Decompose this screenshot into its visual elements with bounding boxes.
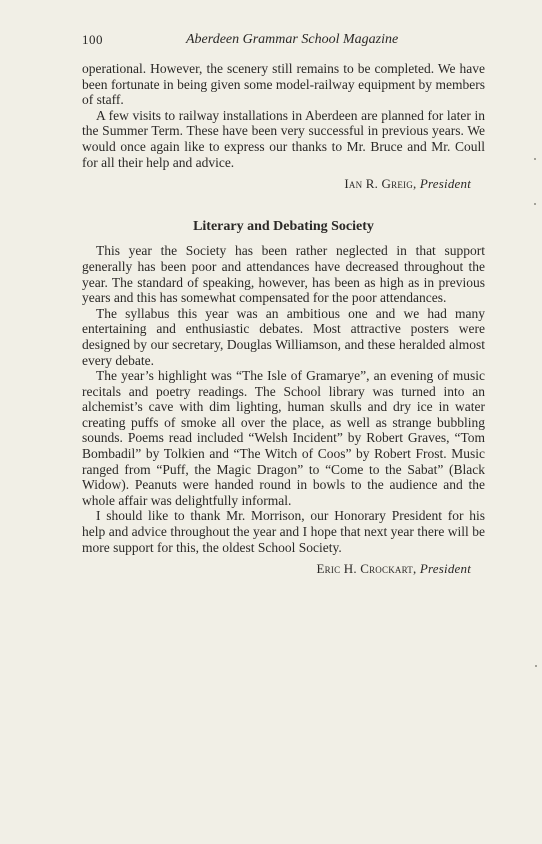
- paper-speck: [535, 665, 537, 667]
- literary-paragraph-1: This year the Society has been rather neglected in that support generally has been poor and attendances have decreased throughout the year. The standard of speaking, however, has been as high as in previous years and this has somewhat compensated for the poor attendances.: [82, 243, 485, 306]
- section-heading: Literary and Debating Society: [193, 218, 374, 234]
- literary-debating-report: [82, 219, 485, 577]
- page-header: [82, 32, 485, 52]
- literary-signature-title: President: [419, 561, 471, 577]
- literary-signature-name: Eric H. Crockart: [316, 561, 413, 577]
- body-text: [82, 61, 485, 577]
- railway-paragraph-2: A few visits to railway installations in Aberdeen are planned for later in the Summer Term. These have been very successful in previous years. We would once again like to express our thanks to Mr. Bruce and Mr. Coull for all their help and advice.: [82, 107, 485, 170]
- railway-signature-name: Ian R. Greig: [344, 176, 413, 192]
- literary-paragraph-2: The syllabus this year was an ambitious one and we had many entertaining and enthusiastic debates. Most attractive posters were designed by our secretary, Douglas Williamson, and these heralded almost every debate.: [82, 305, 485, 368]
- railway-paragraph-1: operational. However, the scenery still remains to be completed. We have been fortunate in being given some model-railway equipment by members of staff.: [82, 61, 485, 108]
- railway-club-report: [82, 61, 485, 192]
- literary-paragraph-4: I should like to thank Mr. Morrison, our Honorary President for his help and advice throughout the year and I hope that next year there will be more support for this, the oldest School Society.: [82, 508, 485, 555]
- literary-paragraph-3: The year’s highlight was “The Isle of Gramarye”, an evening of music recitals and poetry readings. The School library was turned into an alchemist’s cave with dim lighting, human skulls and dry ice in water creating puffs of smoke all over the place, as well as strange bubbling sounds. Poems read included “Welsh Incident” by Robert Graves, “Tom Bombadil” by Tolkien and “The Witch of Coos” by Robert Frost. Music ranged from “Puff, the Magic Dragon” to “Come to the Sabat” (Black Widow). Peanuts were handed round in bowls to the audience and the whole affair was delightfully informal.: [82, 368, 485, 508]
- paper-speck: [534, 158, 536, 160]
- paper-speck: [534, 203, 536, 205]
- running-title: Aberdeen Grammar School Magazine: [186, 32, 399, 47]
- railway-signature-title: President: [419, 176, 471, 192]
- page-number: 100: [82, 32, 103, 47]
- railway-signature: Ian R. Greig, President: [344, 176, 471, 192]
- literary-signature: Eric H. Crockart, President: [316, 561, 471, 577]
